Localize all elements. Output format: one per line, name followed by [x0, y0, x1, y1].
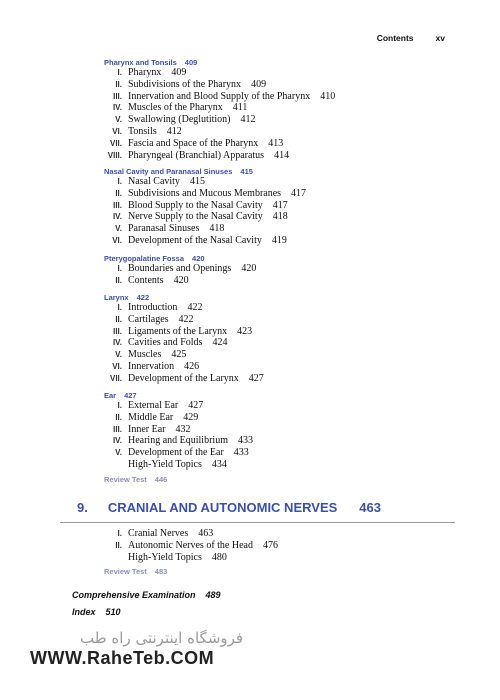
- review-test-label: Review Test: [104, 475, 147, 484]
- toc-entry[interactable]: [96, 528, 416, 540]
- entry-page: 423: [237, 325, 253, 337]
- chapter-number: 9.: [77, 500, 88, 515]
- toc-entry[interactable]: [96, 447, 416, 459]
- toc-entry[interactable]: [96, 424, 416, 436]
- entry-numeral: VII.: [109, 373, 122, 383]
- entry-title: Cavities and Folds: [128, 337, 203, 349]
- entry-title: Blood Supply to the Nasal Cavity: [128, 199, 263, 211]
- entry-page: 411: [232, 102, 248, 114]
- index-entry[interactable]: [72, 607, 121, 617]
- entry-page: 427: [248, 372, 264, 384]
- entry-title: Cranial Nerves: [128, 528, 189, 539]
- entry-numeral: V.: [115, 224, 122, 234]
- entry-numeral: III.: [113, 326, 122, 336]
- entry-title: Nerve Supply to the Nasal Cavity: [128, 211, 263, 223]
- entry-numeral: III.: [113, 200, 122, 210]
- section-title: Larynx: [104, 293, 129, 302]
- toc-entry[interactable]: [96, 435, 416, 447]
- entry-page: 414: [274, 149, 290, 161]
- toc-entry[interactable]: [96, 211, 416, 223]
- section-page: 409: [184, 58, 198, 67]
- toc-entry[interactable]: [96, 223, 416, 235]
- entry-numeral: IV.: [112, 338, 122, 348]
- entry-title: Innervation: [128, 361, 175, 372]
- entry-title: Pharynx: [128, 67, 162, 78]
- entry-page: 427: [188, 400, 204, 411]
- entry-page: 412: [166, 126, 182, 137]
- toc-entry[interactable]: [96, 176, 416, 188]
- entry-page: 480: [211, 552, 227, 563]
- toc-entry[interactable]: [96, 126, 416, 138]
- toc-entry[interactable]: [96, 79, 416, 91]
- entry-page: 463: [198, 528, 214, 539]
- entry-numeral: IV.: [112, 103, 122, 113]
- entry-numeral: VIII.: [107, 150, 122, 160]
- entry-title: Hearing and Equilibrium: [128, 435, 228, 447]
- entry-page: 417: [291, 187, 307, 199]
- entry-title: Innervation and Blood Supply of the Pharynx: [128, 90, 311, 102]
- entry-page: 419: [271, 235, 287, 246]
- header-title: Contents: [376, 33, 414, 43]
- entry-page: 476: [262, 540, 278, 551]
- entry-numeral: I.: [117, 68, 122, 77]
- entry-page: 410: [320, 90, 336, 102]
- entry-page: 420: [241, 263, 257, 274]
- toc-entry[interactable]: [96, 302, 416, 314]
- entry-page: 417: [272, 199, 288, 211]
- toc-entry[interactable]: [96, 67, 416, 79]
- entry-numeral: VI.: [112, 362, 122, 371]
- section-title: Pterygopalatine Fossa: [104, 254, 185, 263]
- toc-entry[interactable]: [96, 114, 416, 126]
- chapter-heading[interactable]: [77, 500, 381, 515]
- comprehensive-exam-entry[interactable]: [72, 590, 221, 600]
- running-header: [377, 33, 445, 43]
- entry-title: Development of the Larynx: [128, 372, 239, 384]
- entry-title: Cartilages: [128, 313, 169, 325]
- entry-page: 424: [212, 337, 228, 349]
- toc-entry[interactable]: [96, 459, 416, 471]
- entry-title: High-Yield Topics: [128, 459, 202, 470]
- entry-page: 409: [251, 78, 267, 90]
- index-page: 510: [105, 607, 121, 617]
- entry-numeral: II.: [115, 314, 122, 324]
- toc-entry[interactable]: [96, 400, 416, 412]
- entry-page: 434: [211, 459, 227, 470]
- toc-entry[interactable]: [96, 373, 416, 385]
- entry-numeral: II.: [115, 79, 122, 89]
- entry-numeral: II.: [115, 188, 122, 198]
- entry-page: 409: [171, 67, 187, 78]
- entry-title: Introduction: [128, 302, 178, 313]
- entry-title: Subdivisions and Mucous Membranes: [128, 187, 282, 199]
- chapter-page: 463: [359, 500, 381, 515]
- entry-numeral: VI.: [112, 236, 122, 245]
- toc-entry[interactable]: [96, 275, 416, 287]
- review-test-page: 483: [154, 567, 168, 576]
- entry-title: Muscles: [128, 349, 162, 361]
- entry-title: Tonsils: [128, 126, 157, 137]
- section-heading[interactable]: [104, 293, 149, 302]
- toc-entry[interactable]: [96, 150, 416, 162]
- entry-page: 422: [187, 302, 203, 313]
- section-heading[interactable]: [104, 391, 137, 400]
- review-test-entry[interactable]: [104, 567, 167, 576]
- entry-numeral: I.: [117, 401, 122, 410]
- comprehensive-exam-label: Comprehensive Examination: [72, 590, 196, 600]
- watermark-url: WWW.RaheTeb.COM: [30, 648, 215, 668]
- entry-page: 425: [171, 349, 187, 361]
- section-page: 420: [192, 254, 205, 263]
- entry-title: Subdivisions of the Pharynx: [128, 78, 242, 90]
- entry-numeral: I.: [117, 177, 122, 186]
- entry-page: 433: [233, 447, 249, 459]
- entry-page: 426: [184, 361, 200, 372]
- entry-page: 422: [178, 313, 194, 325]
- entry-title: Swallowing (Deglutition): [128, 114, 231, 126]
- entry-title: Ligaments of the Larynx: [128, 325, 228, 337]
- entry-title: Development of the Nasal Cavity: [128, 235, 262, 246]
- toc-entry[interactable]: [96, 540, 416, 552]
- entry-numeral: IV.: [112, 436, 122, 446]
- entry-title: Pharyngeal (Branchial) Apparatus: [128, 149, 265, 161]
- index-label: Index: [72, 607, 96, 617]
- header-page-number: xv: [435, 33, 445, 43]
- entry-numeral: V.: [115, 115, 122, 125]
- entry-page: 415: [189, 176, 205, 187]
- entry-title: Paranasal Sinuses: [128, 223, 200, 235]
- entry-numeral: II.: [115, 541, 122, 550]
- entry-title: Middle Ear: [128, 411, 174, 423]
- entry-numeral: II.: [115, 412, 122, 422]
- section-page: 427: [124, 391, 137, 400]
- toc-entry[interactable]: [96, 102, 416, 114]
- chapter-title: CRANIAL AND AUTONOMIC NERVES: [107, 500, 338, 515]
- toc-entry[interactable]: [96, 361, 416, 373]
- toc-entry[interactable]: [96, 91, 416, 103]
- entry-title: Inner Ear: [128, 423, 166, 435]
- entry-title: External Ear: [128, 400, 179, 411]
- entry-title: Contents: [128, 274, 164, 286]
- comprehensive-exam-page: 489: [205, 590, 221, 600]
- toc-entry[interactable]: [96, 349, 416, 361]
- entry-page: 420: [173, 274, 189, 286]
- entry-numeral: V.: [115, 448, 122, 458]
- entry-numeral: I.: [117, 529, 122, 538]
- toc-entry[interactable]: [96, 188, 416, 200]
- entry-numeral: I.: [117, 303, 122, 312]
- entry-page: 418: [209, 223, 225, 235]
- entry-numeral: III.: [113, 424, 122, 434]
- entry-title: Nasal Cavity: [128, 176, 180, 187]
- entry-numeral: II.: [115, 275, 122, 285]
- entry-numeral: VI.: [112, 127, 122, 136]
- entry-page: 432: [175, 423, 191, 435]
- entry-title: Boundaries and Openings: [128, 263, 232, 274]
- entry-title: Muscles of the Pharynx: [128, 102, 223, 114]
- toc-entry[interactable]: [96, 235, 416, 247]
- chapter-divider: [60, 522, 455, 523]
- entry-numeral: IV.: [112, 212, 122, 222]
- entry-page: 429: [183, 411, 199, 423]
- section-page: 422: [136, 293, 150, 302]
- section-title: Ear: [104, 391, 117, 400]
- entry-numeral: VII.: [109, 138, 122, 148]
- toc-entry[interactable]: [96, 337, 416, 349]
- entry-title: Autonomic Nerves of the Head: [128, 540, 253, 551]
- entry-numeral: III.: [113, 91, 122, 101]
- watermark-persian: فروشگاه اینترنتی راه طب: [80, 629, 244, 647]
- entry-page: 412: [240, 114, 256, 126]
- entry-page: 413: [268, 137, 284, 149]
- entry-title: Development of the Ear: [128, 447, 224, 459]
- toc-entry[interactable]: [96, 138, 416, 150]
- toc-entry[interactable]: [96, 552, 416, 564]
- entry-numeral: I.: [117, 264, 122, 273]
- entry-title: High-Yield Topics: [128, 552, 202, 563]
- section-heading[interactable]: [104, 167, 253, 176]
- entry-page: 418: [272, 211, 288, 223]
- review-test-entry[interactable]: [104, 475, 167, 484]
- section-title: Nasal Cavity and Paranasal Sinuses: [104, 167, 233, 176]
- section-page: 415: [240, 167, 253, 176]
- entry-numeral: V.: [115, 350, 122, 360]
- toc-entry[interactable]: [96, 314, 416, 326]
- toc-entry[interactable]: [96, 412, 416, 424]
- section-heading[interactable]: [104, 58, 197, 67]
- section-heading[interactable]: [104, 254, 205, 263]
- section-title: Pharynx and Tonsils: [104, 58, 177, 67]
- entry-title: Fascia and Space of the Pharynx: [128, 137, 259, 149]
- toc-entry[interactable]: [96, 263, 416, 275]
- review-test-page: 446: [154, 475, 168, 484]
- entry-page: 433: [237, 435, 253, 447]
- toc-entry[interactable]: [96, 326, 416, 338]
- review-test-label: Review Test: [104, 567, 147, 576]
- toc-entry[interactable]: [96, 200, 416, 212]
